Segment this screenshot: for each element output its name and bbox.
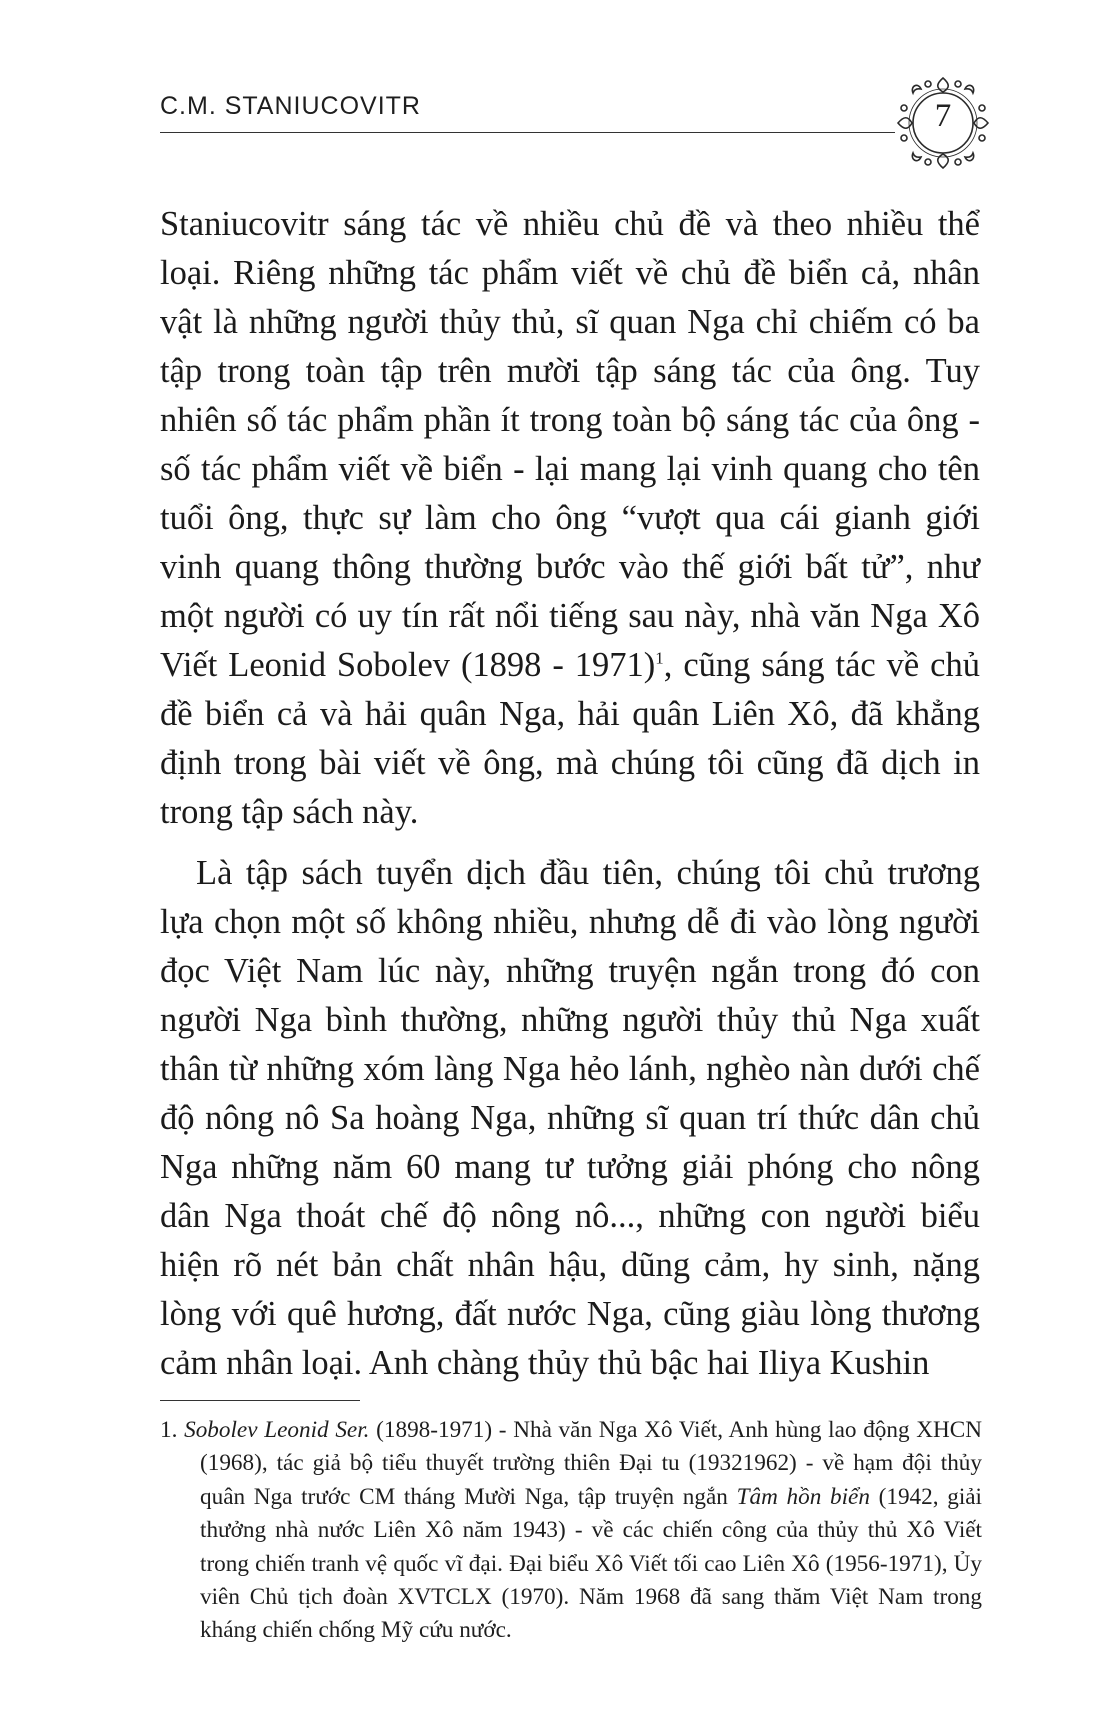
footnote-reference: 1 — [655, 648, 664, 668]
paragraph — [160, 200, 980, 837]
footnote-name: Sobolev Leonid Ser. — [184, 1417, 370, 1443]
footnote-text: (1942, giải thưởng nhà nước Liên Xô năm 1943) - về các chiến công của thủy thủ Xô Viết trong chiến tranh vệ quốc vĩ đại. Đại biểu Xô Viết tối cao Liên Xô (1956-1971), Ủy viên Chủ tịch đoàn XVTCLX (1970). Năm 1968 đã sang thăm Việt Nam trong kháng chiến chống Mỹ cứu nước. — [200, 1483, 982, 1644]
footnote-number: 1. — [160, 1417, 178, 1443]
paragraph-text: , cũng sáng tác về chủ đề biển cả và hải quân Nga, hải quân Liên Xô, đã khẳng định trong bài viết về ông, mà chúng tôi cũng đã dịch in trong tập sách này. — [160, 646, 980, 831]
paragraph-text: Staniucovitr sáng tác về nhiều chủ đề và theo nhiều thể loại. Riêng những tác phẩm viết về chủ đề biển cả, nhân vật là những người thủy thủ, sĩ quan Nga chỉ chiếm có ba tập trong toàn tập trên mười tập sáng tác của ông. Tuy nhiên số tác phẩm phần ít trong toàn bộ sáng tác của ông - số tác phẩm viết về biển - lại mang lại vinh quang cho tên tuổi ông, thực sự làm cho ông “vượt qua cái gianh giới vinh quang thông thường bước vào thế giới bất tử”, như một người có uy tín rất nổi tiếng sau này, nhà văn Nga Xô Viết Leonid Sobolev (1898 - 1971) — [160, 205, 980, 684]
page-number: 7 — [934, 98, 952, 134]
footnote-text: (1898-1971) - Nhà văn Nga Xô Viết, Anh hùng lao động XHCN (1968), tác giả bộ tiểu thuyết trường thiên Đại tu (19321962) - về hạm đội thủy quân Nga trước CM tháng Mười Nga, tập truyện ngắn — [200, 1417, 982, 1510]
running-head: C.M. STANIUCOVITR — [160, 92, 421, 120]
page-header — [160, 78, 980, 188]
header-rule — [160, 132, 895, 133]
footnote-title: Tâm hồn biển — [736, 1483, 870, 1510]
footnote — [160, 1414, 982, 1648]
body-text — [160, 200, 980, 1388]
footnote-separator — [160, 1400, 360, 1401]
paragraph: Là tập sách tuyển dịch đầu tiên, chúng tôi chủ trương lựa chọn một số không nhiều, nhưng dễ đi vào lòng người đọc Việt Nam lúc này, những truyện ngắn trong đó con người Nga bình thường, những người thủy thủ Nga xuất thân từ những xóm làng Nga hẻo lánh, nghèo nàn dưới chế độ nông nô Sa hoàng Nga, những sĩ quan trí thức dân chủ Nga những năm 60 mang tư tưởng giải phóng cho nông dân Nga thoát chế độ nông nô..., những con người biểu hiện rõ nét bản chất nhân hậu, dũng cảm, hy sinh, nặng lòng với quê hương, đất nước Nga, cũng giàu lòng thương cảm nhân loại. Anh chàng thủy thủ bậc hai Iliya Kushin — [160, 854, 980, 1382]
